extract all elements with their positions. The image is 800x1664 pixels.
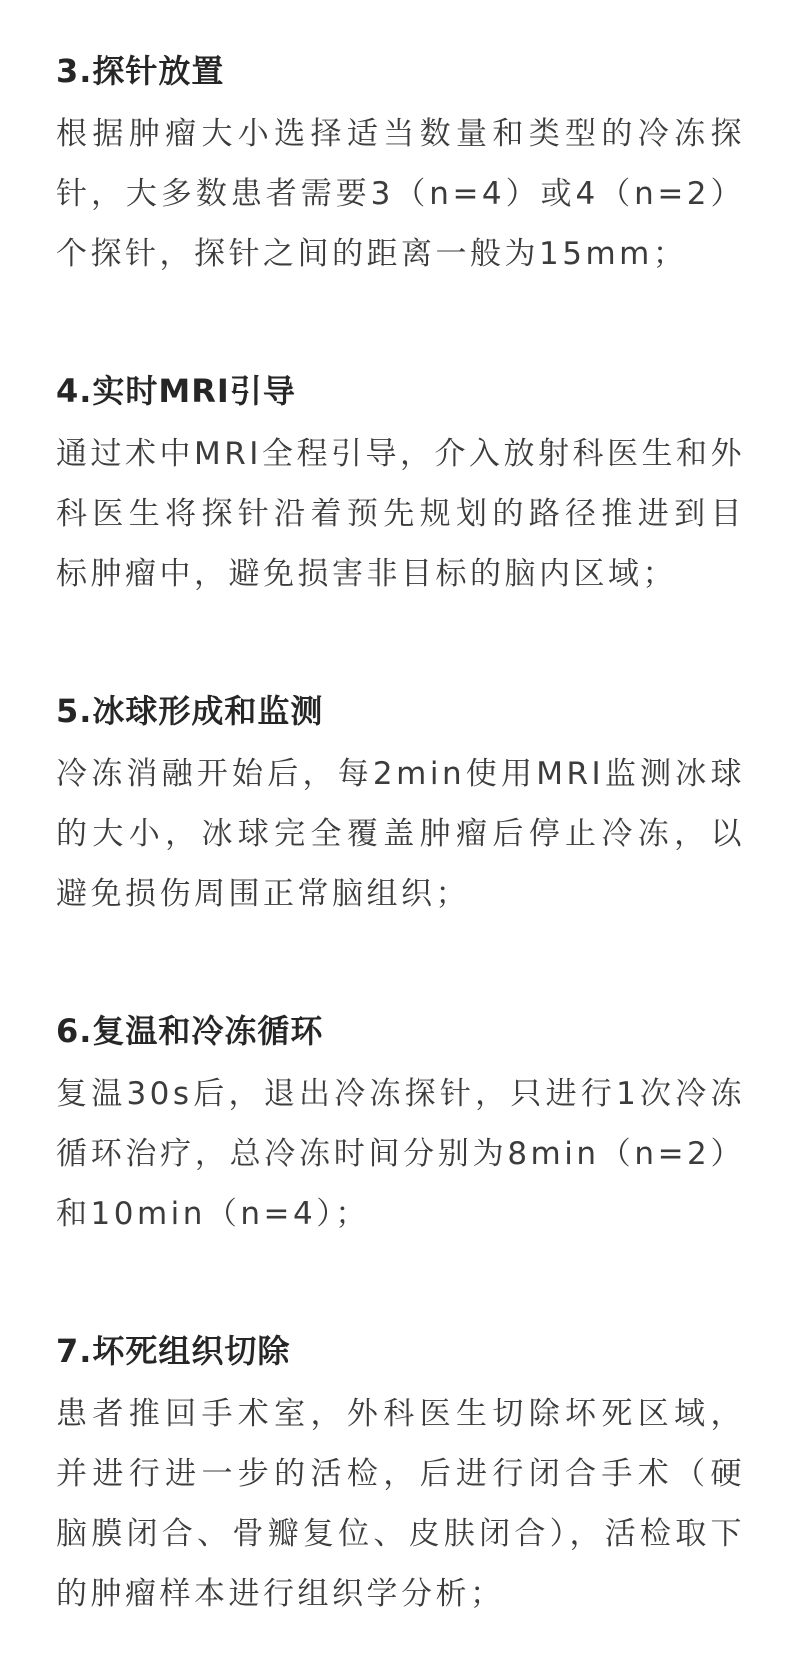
section-body-text: 通过术中MRI全程引导，介入放射科医生和外科医生将探针沿着预先规划的路径推进到目标肿瘤中，避免损害非目标的脑内区域； xyxy=(56,436,745,592)
section-heading: 4.实时MRI引导 xyxy=(56,372,296,410)
section-body-text: 冷冻消融开始后，每2min使用MRI监测冰球的大小，冰球完全覆盖肿瘤后停止冷冻，以避免损伤周围正常脑组织； xyxy=(56,756,745,912)
section-heading: 6.复温和冷冻循环 xyxy=(56,1012,324,1050)
section-heading: 5.冰球形成和监测 xyxy=(56,692,324,730)
article-section-5 xyxy=(56,688,745,924)
article-section-7 xyxy=(56,1328,745,1624)
section-body-text: 根据肿瘤大小选择适当数量和类型的冷冻探针，大多数患者需要3（n=4）或4（n=2）个探针，探针之间的距离一般为15mm； xyxy=(56,116,745,272)
section-body-text: 复温30s后，退出冷冻探针，只进行1次冷冻循环治疗，总冷冻时间分别为8min（n=2）和10min（n=4）； xyxy=(56,1076,745,1232)
section-body-text: 患者推回手术室，外科医生切除坏死区域，并进行进一步的活检，后进行闭合手术（硬脑膜闭合、骨瓣复位、皮肤闭合），活检取下的肿瘤样本进行组织学分析； xyxy=(56,1396,745,1612)
section-heading: 3.探针放置 xyxy=(56,52,225,90)
article-section-6 xyxy=(56,1008,745,1244)
section-heading: 7.坏死组织切除 xyxy=(56,1332,291,1370)
article-section-3 xyxy=(56,48,745,284)
article-section-4 xyxy=(56,368,745,604)
